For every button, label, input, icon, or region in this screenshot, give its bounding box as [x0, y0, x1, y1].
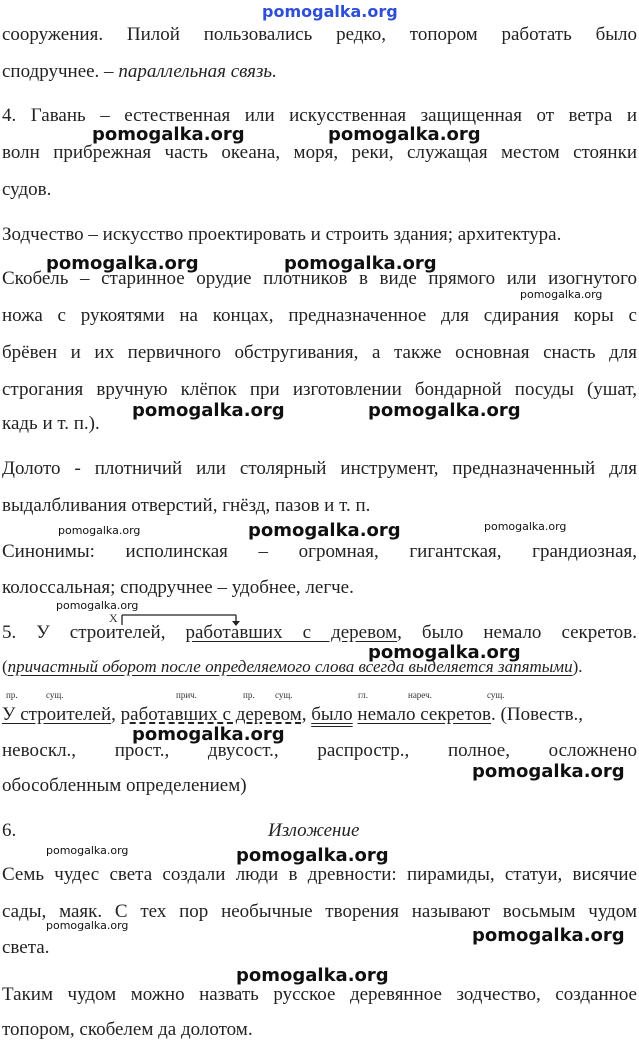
- site-header: pomogalka.org: [262, 2, 398, 21]
- text-line-6: Зодчество – искусство проектировать и строить здания; архитектура.: [2, 224, 562, 245]
- text-line-13: выдалбливания отверстий, гнёзд, пазов и т. п.: [2, 495, 371, 516]
- text-line-12: Долото - плотничий или столярный инструмент, предназначенный для: [2, 458, 637, 479]
- section-6-number: 6.: [2, 820, 17, 841]
- text-line-16: [2, 622, 637, 644]
- sentence-analysis-start: . (Повеств.,: [491, 704, 584, 725]
- text-line-19: невоскл., прост., двусост., распростр., полное, осложнено: [2, 740, 637, 761]
- watermark: pomogalka.org: [236, 845, 389, 866]
- mark-preposition-1: пр.: [6, 690, 18, 700]
- text-line-8: ножа с рукоятями на концах, предназначенное для сдирания коры с: [2, 305, 637, 326]
- text-line-22: Семь чудес света создали люди в древности: пирамиды, статуи, висячие: [2, 864, 637, 885]
- text-line-26: топором, скобелем да долотом.: [2, 1019, 253, 1040]
- watermark: pomogalka.org: [248, 520, 401, 541]
- text-line-2: [2, 61, 277, 83]
- watermark: pomogalka.org: [46, 919, 129, 932]
- paren-close: ).: [572, 657, 583, 676]
- mark-verb: гл.: [358, 690, 368, 700]
- paren-open: (: [2, 657, 8, 676]
- watermark: pomogalka.org: [132, 724, 285, 745]
- comma-2: ,: [301, 704, 312, 725]
- mark-adverb: нареч.: [408, 690, 432, 700]
- watermark: pomogalka.org: [132, 400, 285, 421]
- text-line-10: строгания вручную клёпок при изготовлении бондарной посуды (ушат,: [2, 379, 637, 400]
- parallel-link-note: параллельная связь.: [118, 61, 277, 82]
- text-line-18: [2, 704, 583, 726]
- watermark: pomogalka.org: [368, 642, 521, 663]
- watermark: pomogalka.org: [46, 844, 129, 857]
- watermark: pomogalka.org: [472, 761, 625, 782]
- subject-phrase: У строителей: [2, 704, 112, 725]
- participle-phrase: работавших с деревом: [185, 622, 398, 643]
- watermark: pomogalka.org: [484, 520, 567, 533]
- mark-noun-2: сущ.: [275, 690, 293, 700]
- watermark: pomogalka.org: [56, 599, 139, 612]
- text-line-7: Скобель – старинное орудие плотников в виде прямого или изогнутого: [2, 268, 637, 289]
- watermark: pomogalka.org: [328, 124, 481, 145]
- object-phrase: немало секретов: [357, 704, 492, 725]
- text-line-15: колоссальная; сподручнее – удобнее, легче.: [2, 577, 354, 598]
- watermark: pomogalka.org: [58, 524, 141, 537]
- watermark: pomogalka.org: [46, 253, 199, 274]
- participle-phrase-parsed: работавших с деревом: [120, 704, 302, 725]
- watermark: pomogalka.org: [92, 124, 245, 145]
- text-line-24: света.: [2, 937, 50, 958]
- text-line-20: обособленным определением): [2, 775, 247, 796]
- punctuation-rule-note: причастный оборот после определяемого слова всегда выделяется запятыми: [7, 657, 573, 676]
- mark-noun-1: сущ.: [46, 690, 64, 700]
- section-6-title: Изложение: [268, 820, 360, 841]
- x-mark: X: [109, 611, 118, 625]
- mark-participle: прич.: [176, 690, 197, 700]
- text-line-5: судов.: [2, 179, 52, 200]
- comma-1: ,: [111, 704, 121, 725]
- text-line-23: сады, маяк. С тех пор необычные творения называют восьмым чудом: [2, 901, 637, 922]
- text-line-1: сооружения. Пилой пользовались редко, топором работать было: [2, 24, 637, 45]
- watermark: pomogalka.org: [368, 400, 521, 421]
- mark-preposition-2: пр.: [243, 690, 255, 700]
- text-line-25: Таким чудом можно назвать русское деревянное зодчество, созданное: [2, 984, 637, 1005]
- watermark: pomogalka.org: [284, 253, 437, 274]
- watermark: pomogalka.org: [472, 925, 625, 946]
- text-line-4: волн прибрежная часть океана, моря, реки, служащая местом стоянки: [2, 142, 637, 163]
- sentence-5-end: , было немало секретов.: [397, 622, 637, 643]
- watermark: pomogalka.org: [236, 965, 389, 986]
- watermark: pomogalka.org: [520, 288, 603, 301]
- text-line-2-start: сподручнее. –: [2, 61, 119, 82]
- predicate-word: было: [311, 704, 353, 725]
- text-line-14: Синонимы: исполинская – огромная, гигантская, грандиозная,: [2, 541, 637, 562]
- text-line-11: кадь и т. п.).: [2, 413, 100, 434]
- mark-noun-3: сущ.: [487, 690, 505, 700]
- text-line-9: брёвен и их первичного обстругивания, а также основная снасть для: [2, 342, 637, 363]
- text-line-3: 4. Гавань – естественная или искусственная защищенная от ветра и: [2, 105, 637, 126]
- sentence-5-start: 5. У строителей,: [2, 622, 186, 643]
